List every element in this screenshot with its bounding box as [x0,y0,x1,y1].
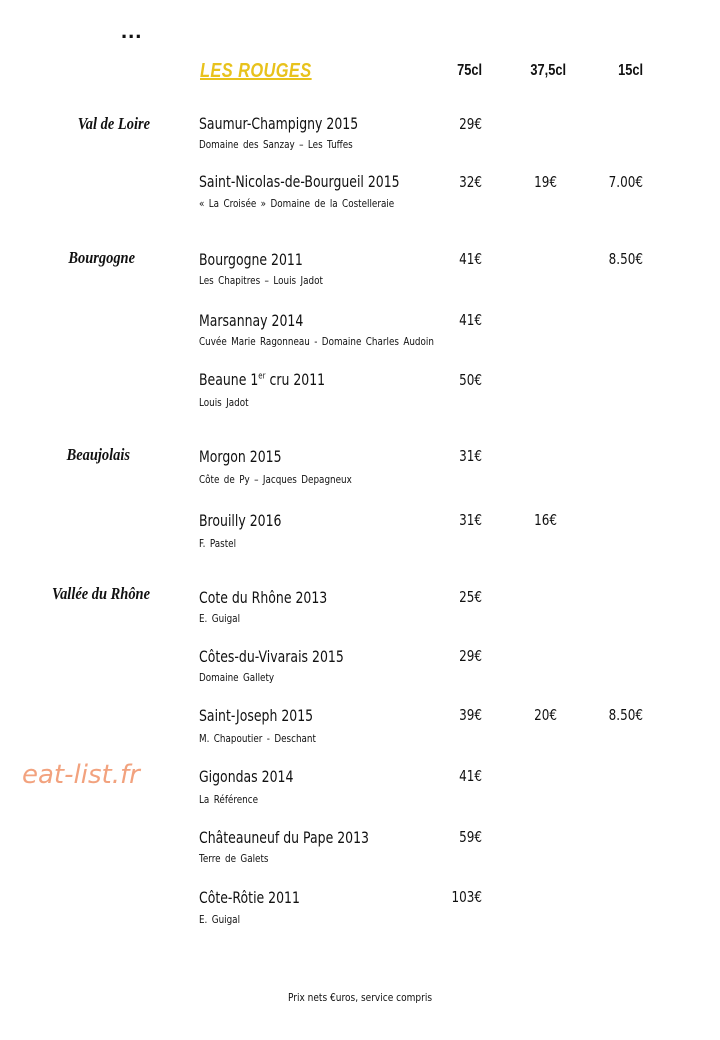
wine-name: Brouilly 2016 [199,511,282,530]
footer-note: Prix nets €uros, service compris [287,991,433,1004]
price-75cl: 25€ [459,588,482,606]
wine-name: Beaune 1er cru 2011 [199,370,326,389]
price-75cl: 29€ [459,647,482,665]
column-header-75cl: 75cl [457,62,482,79]
price-75cl: 29€ [459,115,482,133]
wine-name: Marsannay 2014 [199,311,304,330]
price-75cl: 103€ [451,888,482,906]
wine-name: Côte-Rôtie 2011 [199,888,300,907]
price-75cl: 31€ [459,511,482,529]
wine-producer: F. Pastel [199,537,237,550]
price-75cl: 41€ [459,767,482,785]
column-header-37-5cl: 37,5cl [530,62,566,79]
column-header-15cl: 15cl [618,62,643,79]
wine-name: Saumur-Champigny 2015 [199,114,359,133]
price-37-5cl: 20€ [534,706,557,724]
wine-producer: Côte de Py – Jacques Depagneux [199,473,352,486]
price-75cl: 39€ [459,706,482,724]
price-75cl: 31€ [459,447,482,465]
price-75cl: 59€ [459,828,482,846]
wine-producer: Domaine Gallety [199,671,275,684]
price-75cl: 41€ [459,250,482,268]
ellipsis-mark: ... [121,18,143,43]
wine-name: Gigondas 2014 [199,767,294,786]
region-bourgogne: Bourgogne [68,248,135,267]
section-title: LES ROUGES [200,60,312,82]
price-15cl: 7.00€ [608,173,643,191]
wine-name: Morgon 2015 [199,447,282,466]
wine-name: Châteauneuf du Pape 2013 [199,828,370,847]
wine-producer: La Référence [199,793,259,806]
wine-name: Cote du Rhône 2013 [199,588,328,607]
region-beaujolais: Beaujolais [66,445,130,464]
price-37-5cl: 16€ [534,511,557,529]
wine-producer: Louis Jadot [199,396,249,409]
price-75cl: 32€ [459,173,482,191]
wine-name: Côtes-du-Vivarais 2015 [199,647,344,666]
wine-producer: M. Chapoutier - Deschant [199,732,316,745]
wine-name: Saint-Joseph 2015 [199,706,314,725]
wine-producer: Cuvée Marie Ragonneau - Domaine Charles Audoin [199,335,434,348]
watermark-logo: eat-list.fr [22,760,140,790]
wine-producer: E. Guigal [199,612,241,625]
price-15cl: 8.50€ [608,250,643,268]
wine-producer: Domaine des Sanzay – Les Tuffes [199,138,353,151]
region-vallee-du-rhone: Vallée du Rhône [52,584,150,603]
wine-name: Saint-Nicolas-de-Bourgueil 2015 [199,172,400,191]
wine-producer: Terre de Galets [199,852,269,865]
price-75cl: 50€ [459,371,482,389]
price-15cl: 8.50€ [608,706,643,724]
wine-producer: Les Chapitres – Louis Jadot [199,274,323,287]
price-37-5cl: 19€ [534,173,557,191]
wine-producer: E. Guigal [199,913,241,926]
wine-producer: « La Croisée » Domaine de la Costelleraie [199,197,395,210]
price-75cl: 41€ [459,311,482,329]
wine-name: Bourgogne 2011 [199,250,303,269]
region-val-de-loire: Val de Loire [77,114,150,133]
